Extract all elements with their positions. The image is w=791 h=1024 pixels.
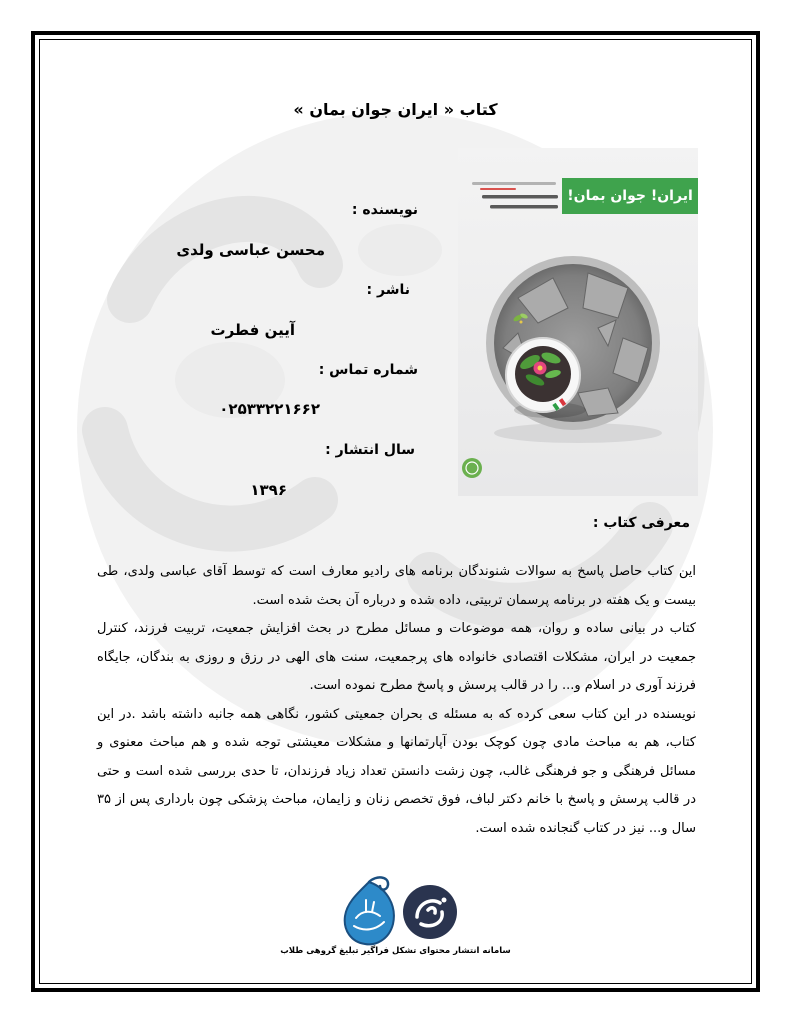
round-logo-disc xyxy=(403,885,457,939)
intro-line: کتاب در بیانی ساده و روان، همه موضوعات و مسائل مطرح در بحث افزایش جمعیت، تربیت فرزند، کنترل xyxy=(97,621,696,636)
publisher-seal xyxy=(462,458,482,478)
phone-label: شماره تماس : xyxy=(318,362,418,378)
book-cover-image xyxy=(458,148,698,496)
publisher-label: ناشر : xyxy=(366,282,410,298)
intro-line: فرزند آوری در اسلام و... را در قالب پرسش و پاسخ مطرح نموده است. xyxy=(309,678,696,693)
intro-line: بیست و یک هفته در برنامه پرسمان تربیتی، داده شده و درباره آن بحث شده است. xyxy=(252,592,696,608)
cover-title: ایران! جوان بمان! xyxy=(567,188,693,204)
page-title: کتاب « ایران جوان بمان » xyxy=(293,100,498,119)
year-value: ۱۳۹۶ xyxy=(250,481,287,499)
teardrop-logo-icon xyxy=(336,874,402,948)
intro-line: این کتاب حاصل پاسخ به سوالات شنوندگان برنامه های رادیو معارف است که توسط آقای عباسی ولدی، طی xyxy=(97,564,696,579)
intro-line: مسائل فرهنگی و جو فرهنگی غالب، چون زشت دانستن تعداد زیاد فرزندان، تا حدی بررسی شده است و حتی xyxy=(97,763,696,779)
year-label: سال انتشار : xyxy=(325,442,415,458)
author-value: محسن عباسی ولدی xyxy=(176,241,325,259)
phone-value: ۰۲۵۳۳۲۲۱۶۶۲ xyxy=(219,400,320,418)
footer-caption: سامانه انتشار محتوای تشکل فراگیر تبلیغ گروهی طلاب xyxy=(280,946,511,956)
intro-line: کتاب، هم به مباحث مادی چون کوچک بودن آپارتمانها و مشکلات معیشتی توجه شده و هم مباحث معنوی و xyxy=(97,735,696,750)
intro-paragraph xyxy=(97,558,696,615)
intro-line: سال و... نیز در کتاب گنجانده شده است. xyxy=(475,820,696,836)
intro-line: جمعیت در ایران، مشکلات اقتصادی خانواده های پرجمعیت، سنت های الهی در رزق و روزی به بندگان، جایگاه xyxy=(97,649,696,665)
flower xyxy=(534,362,547,375)
intro-line: در قالب پرسش و پاسخ با خانم دکتر لباف، فوق تخصص زنان و زایمان، مباحث پزشکی چون بارداری پس از ۳۵ xyxy=(97,792,696,807)
intro-paragraph xyxy=(97,615,696,701)
intro-line: نویسنده در این کتاب سعی کرده که به مسئله ی بحران جمعیتی کشور، نگاهی همه جانبه داشته باشد .در این xyxy=(97,706,696,722)
intro-heading: معرفی کتاب : xyxy=(592,515,690,531)
publisher-value: آیین فطرت xyxy=(210,321,295,339)
round-logo-icon xyxy=(402,884,458,940)
author-label: نویسنده : xyxy=(351,202,418,218)
teardrop-shape xyxy=(345,882,394,944)
intro-body xyxy=(97,558,696,843)
intro-paragraph xyxy=(97,701,696,844)
